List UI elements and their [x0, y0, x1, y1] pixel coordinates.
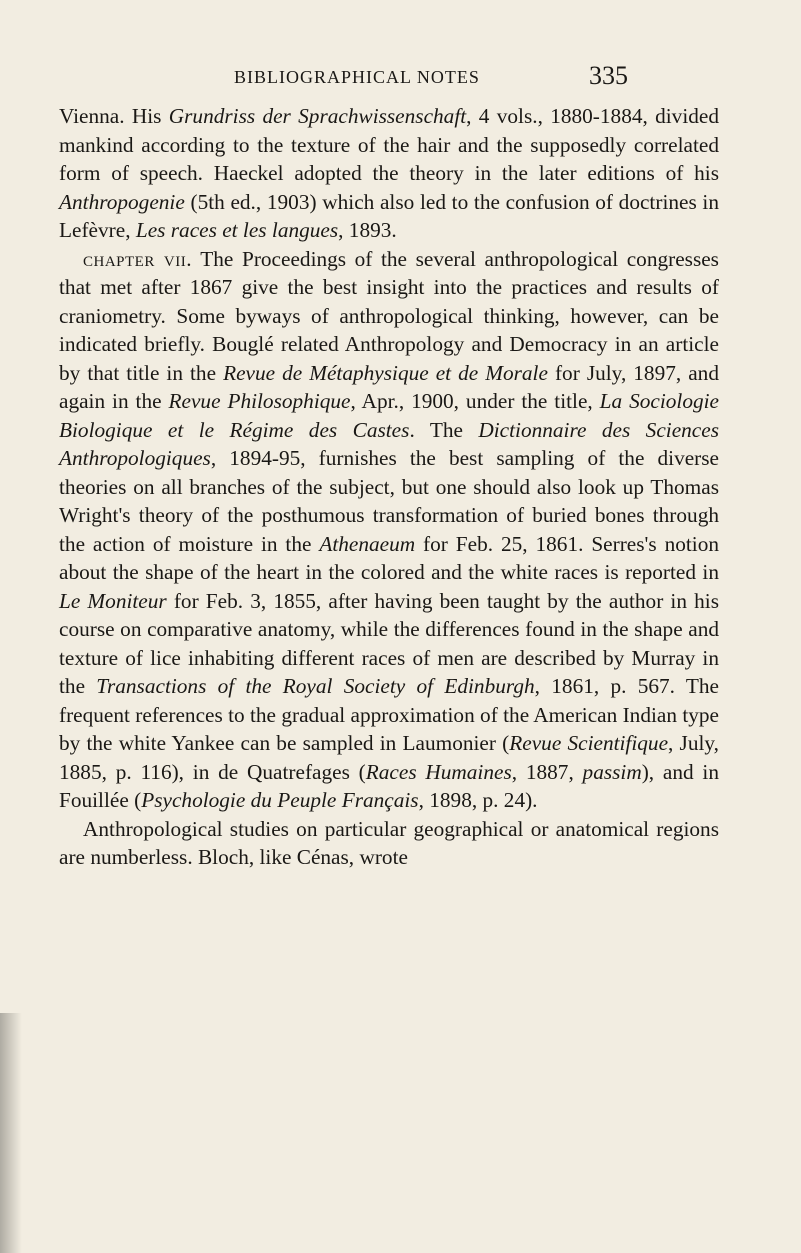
title-grundriss: Grundriss der Sprachwissenschaft — [168, 104, 467, 128]
title-anthropogenie: Anthropogenie — [59, 189, 185, 214]
paragraph-2: chapter vii. The Proceedings of the several anthropological congresses that met after 1867 give the best insight into the practices and results of craniometry. Some byways of anthropological thinking, however, can be indicated briefly. Bouglé related Anthropology and Democracy in an article by that title in the Revue de Métaphysique et de Morale for July, 1897, and again in the Revue Philosophique, Apr., 1900, under the title, La Sociologie Biologique et le Régime des Castes. The Dictionnaire des Sciences Anthropologiques, 1894-95, furnishes the best sampling of the diverse theories on all branches of the subject, but one should also look up Thomas Wright's theory of the posthumous transformation of buried bones through the action of moisture in the Athenaeum for Feb. 25, 1861. Serres's notion about the shape of the heart in the colored and the white races is reported in Le Moniteur for Feb. 3, 1855, after having been taught by the author in his course on comparative anatomy, while the differences found in the shape and texture of lice inhabiting different races of men are described by Murray in the Transactions of the Royal Society of Edinburgh, 1861, p. 567. The frequent references to the gradual approximation of the American Indian type by the white Yankee can be sampled in Laumonier (Revue Scientifique, July, 1885, p. 116), in de Quatrefages (Races Humaines, 1887, passim), and in Fouillée (Psychologie du Peuple Français, 1898, p. 24). — [59, 246, 719, 812]
running-head: BIBLIOGRAPHICAL NOTES — [234, 67, 480, 87]
paragraph-3: Anthropological studies on particular geographical or anatomical regions are numberless. Bloch, like Cénas, wrote — [59, 816, 719, 869]
body-text — [59, 102, 719, 872]
chapter-label: chapter vii. — [83, 246, 193, 271]
title-les-races: Les races et les langues — [135, 218, 339, 242]
page-edge-shadow — [0, 1013, 22, 1253]
page-header — [0, 61, 801, 94]
page-number: 335 — [589, 61, 628, 90]
paragraph-1: Vienna. His Grundriss der Sprachwissenschaft, 4 vols., 1880-1884, divided mankind according to the texture of the hair and the supposedly correlated form of speech. Haeckel adopted the theory in the later editions of his Anthropogenie (5th ed., 1903) which also led to the confusion of doctrines in Lefèvre, Les races et les langues, 1893. — [59, 104, 719, 242]
